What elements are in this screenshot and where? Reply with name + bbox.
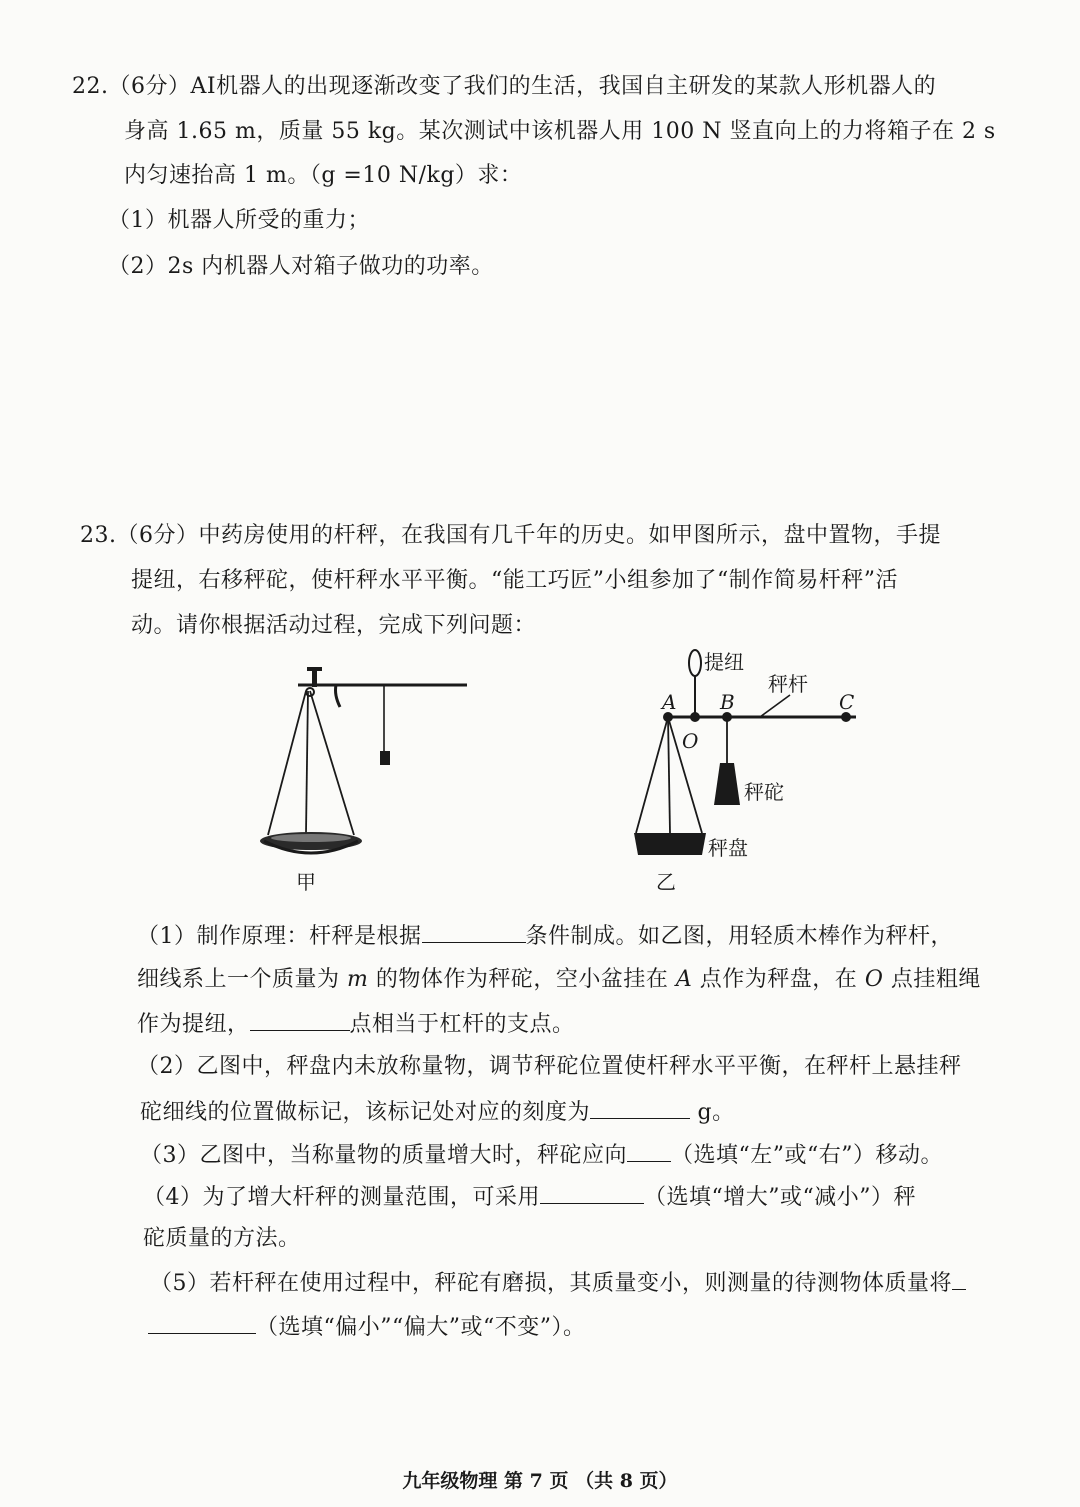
point-a-label: A: [662, 690, 677, 714]
q23-p4-line-2: 砣质量的方法。: [143, 1226, 301, 1251]
point-c-label: C: [839, 690, 855, 714]
q23-p2-line-2: 砣细线的位置做标记，该标记处对应的刻度为 g。: [140, 1096, 735, 1128]
q23-p2-line-1: （2）乙图中，秤盘内未放称量物，调节秤砣位置使杆秤水平平衡，在秤杆上悬挂秤: [137, 1054, 962, 1079]
blank-1[interactable]: [422, 920, 526, 943]
chengpan-pan: [634, 833, 706, 855]
q23-p5-line-2: （选填“偏小”“偏大”或“不变”）。: [148, 1311, 585, 1343]
blank-6b[interactable]: [148, 1311, 256, 1334]
q23-p4-line-1: （4）为了增大杆秤的测量范围，可采用 （选填“增大”或“减小”）秤: [143, 1181, 916, 1213]
q22-sub-1: （1）机器人所受的重力；: [108, 208, 370, 233]
point-b-label: B: [720, 690, 735, 714]
blank-4[interactable]: [627, 1139, 671, 1162]
page-footer: 九年级物理 第 7 页 （共 8 页）: [402, 1470, 678, 1492]
q23-p1-line-1: （1）制作原理：杆秤是根据 条件制成。如乙图，用轻质木棒作为秤杆，: [137, 920, 953, 952]
q23-p3-line: （3）乙图中，当称量物的质量增大时，秤砣应向 （选填“左”或“右”）移动。: [140, 1139, 943, 1171]
figure-yi-diagram: [620, 645, 880, 895]
label-chenggan: 秤杆: [768, 672, 808, 696]
blank-3[interactable]: [590, 1096, 690, 1119]
tiniu-loop-icon: [689, 650, 701, 676]
label-chengpan: 秤盘: [708, 836, 748, 860]
blank-6a[interactable]: [952, 1267, 966, 1290]
q23-p5-line-1: （5）若杆秤在使用过程中，秤砣有磨损，其质量变小，则测量的待测物体质量将: [150, 1267, 966, 1299]
q23-line-2: 提纽，右移秤砣，使杆秤水平平衡。“能工巧匠”小组参加了“制作简易杆秤”活: [131, 568, 898, 593]
chengtuo-weight: [714, 763, 740, 805]
q23-p1-line-2: 细线系上一个质量为 m 的物体作为秤砣，空小盆挂在 A 点作为秤盘，在 O 点挂粗绳: [137, 967, 981, 992]
figure-jia-steelyard: [250, 665, 480, 895]
blank-2[interactable]: [250, 1008, 350, 1031]
q22-line-1: 22.（6分）AI机器人的出现逐渐改变了我们的生活，我国自主研发的某款人形机器人的: [72, 74, 937, 99]
point-o-label: O: [682, 729, 699, 753]
label-tiniu: 提纽: [704, 650, 744, 674]
q23-line-1: 23.（6分）中药房使用的杆秤，在我国有几千年的历史。如甲图所示，盘中置物，手提: [80, 523, 941, 548]
q22-line-3: 内匀速抬高 1 m。（g =10 N/kg）求：: [124, 163, 523, 188]
q23-line-3: 动。请你根据活动过程，完成下列问题：: [131, 613, 537, 638]
q22-sub-2: （2）2s 内机器人对箱子做功的功率。: [108, 254, 494, 279]
q22-line-2: 身高 1.65 m，质量 55 kg。某次测试中该机器人用 100 N 竖直向上的力将箱子在 2 s: [124, 119, 996, 144]
label-chengtuo: 秤砣: [744, 780, 784, 804]
caption-yi: 乙: [656, 870, 676, 894]
caption-jia: 甲: [296, 870, 316, 894]
blank-5[interactable]: [540, 1181, 644, 1204]
q23-p1-line-3: 作为提纽， 点相当于杠杆的支点。: [137, 1008, 575, 1040]
